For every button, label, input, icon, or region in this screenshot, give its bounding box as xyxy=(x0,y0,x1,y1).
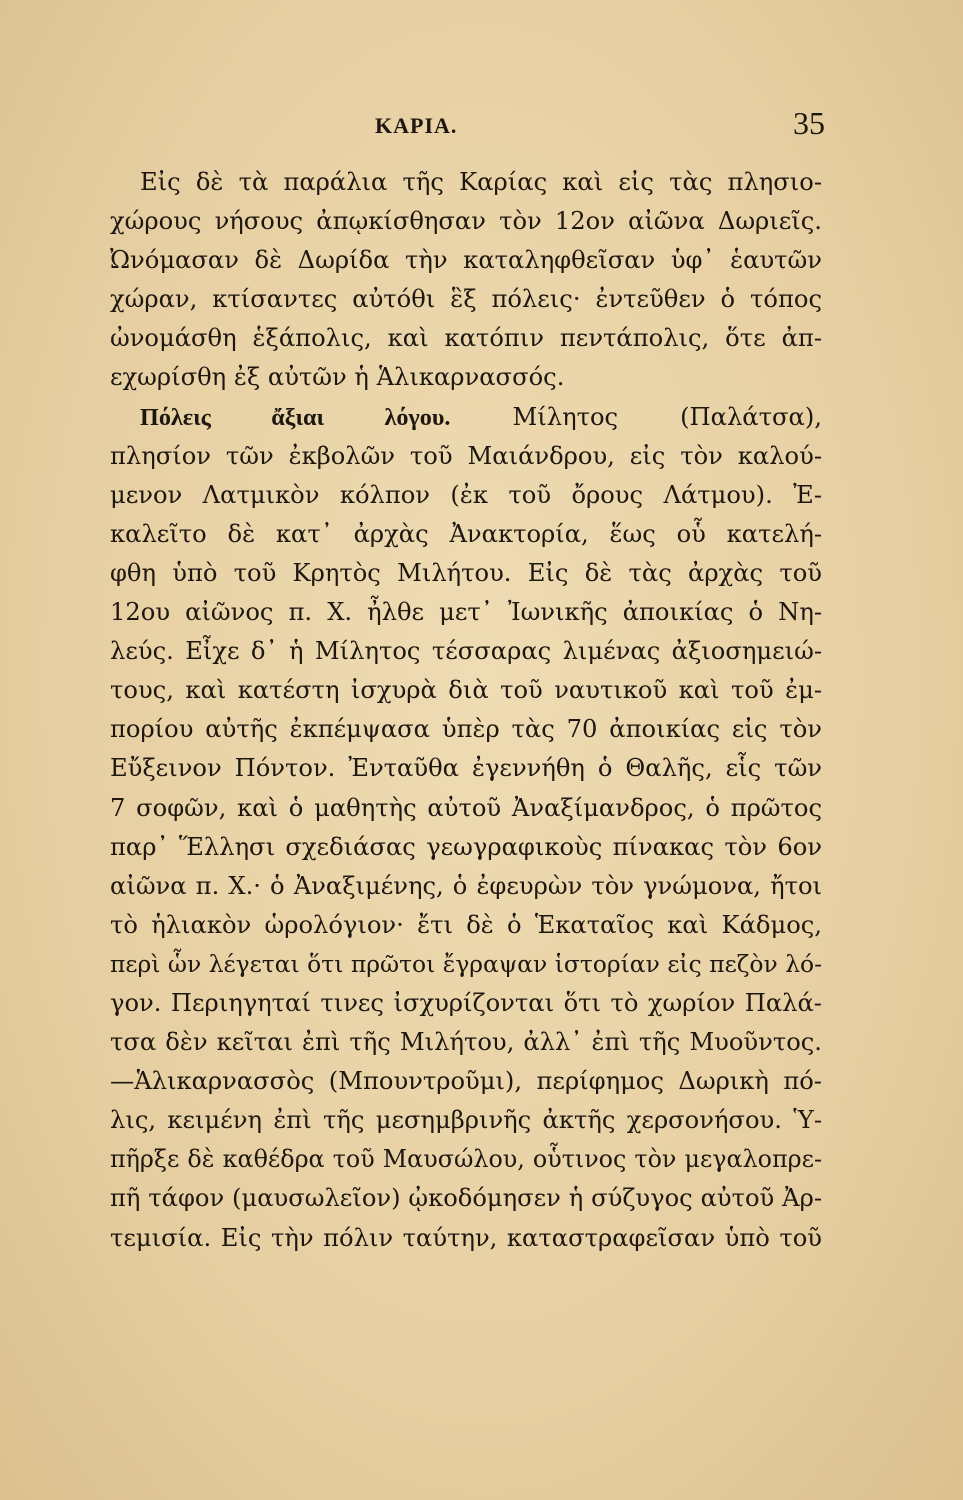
text-line: πῆρξε δὲ καθέδρα τοῦ Μαυσώλου, οὗτινος τὸν μεγαλοπρε- xyxy=(110,1145,822,1174)
page-header xyxy=(110,105,825,145)
text-line: 12ου αἰῶνος π. Χ. ἦλθε μετ᾽ Ἰωνικῆς ἀποικίας ὁ Νη- xyxy=(110,598,822,627)
text-line: τους, καὶ κατέστη ἰσχυρὰ διὰ τοῦ ναυτικοῦ καὶ τοῦ ἐμ- xyxy=(110,676,822,705)
text-line: Εὔξεινον Πόντον. Ἐνταῦθα ἐγεννήθη ὁ Θαλῆς, εἷς τῶν xyxy=(110,754,822,783)
text-line: περὶ ὧν λέγεται ὅτι πρῶτοι ἔγραψαν ἱστορίαν εἰς πεζὸν λό- xyxy=(110,949,822,978)
text-line: μενον Λατμικὸν κόλπον (ἐκ τοῦ ὄρους Λάτμου). Ἐ- xyxy=(110,480,822,509)
text-line: παρ᾽ Ἕλλησι σχεδιάσας γεωγραφικοὺς πίνακας τὸν 6ον xyxy=(110,832,822,861)
text-line: χώρους νήσους ἀπῳκίσθησαν τὸν 12ον αἰῶνα Δωριεῖς. xyxy=(110,207,822,236)
text-line: πορίου αὐτῆς ἐκπέμψασα ὑπὲρ τὰς 70 ἀποικίας εἰς τὸν xyxy=(110,715,822,744)
text-line: φθη ὑπὸ τοῦ Κρητὸς Μιλήτου. Εἰς δὲ τὰς ἀρχὰς τοῦ xyxy=(110,558,822,587)
page-number: 35 xyxy=(793,105,825,141)
running-title: ΚΑΡΙΑ. xyxy=(375,113,458,138)
text-line: καλεῖτο δὲ κατ᾽ ἀρχὰς Ἀνακτορία, ἕως οὗ κατελή- xyxy=(110,519,822,548)
body-text xyxy=(110,163,822,1258)
text-line: ὠνομάσθη ἑξάπολις, καὶ κατόπιν πεντάπολις, ὅτε ἀπ- xyxy=(110,324,822,353)
text-line: πλησίον τῶν ἐκβολῶν τοῦ Μαιάνδρου, εἰς τὸν καλού- xyxy=(110,441,822,470)
text-line-sidehead xyxy=(110,398,822,437)
text-line: πῆ τάφον (μαυσωλεῖον) ᾠκοδόμησεν ἡ σύζυγος αὐτοῦ Ἀρ- xyxy=(110,1184,822,1213)
text-line: γον. Περιηγηταί τινες ἰσχυρίζονται ὅτι τὸ χωρίον Παλά- xyxy=(110,988,822,1017)
text-line: χώραν, κτίσαντες αὐτόθι ἓξ πόλεις· ἐντεῦθεν ὁ τόπος xyxy=(110,285,822,314)
text-line: —Ἁλικαρνασσὸς (Μπουντροῦμι), περίφημος Δωρικὴ πό- xyxy=(110,1067,822,1096)
text-line: εχωρίσθη ἐξ αὐτῶν ἡ Ἁλικαρνασσός. xyxy=(110,363,565,392)
text-line: Ὠνόμασαν δὲ Δωρίδα τὴν καταληφθεῖσαν ὑφ᾽ ἑαυτῶν xyxy=(110,246,822,275)
text-line: αἰῶνα π. Χ.· ὁ Ἀναξιμένης, ὁ ἐφευρὼν τὸν γνώμονα, ἤτοι xyxy=(110,871,822,900)
text-line: τὸ ἡλιακὸν ὡρολόγιον· ἔτι δὲ ὁ Ἑκαταῖος καὶ Κάδμος, xyxy=(110,910,822,939)
text-line: τεμισία. Εἰς τὴν πόλιν ταύτην, καταστραφεῖσαν ὑπὸ τοῦ xyxy=(110,1223,822,1252)
text-line: Εἰς δὲ τὰ παράλια τῆς Καρίας καὶ εἰς τὰς πλησιο- xyxy=(140,168,822,196)
section-sidehead: Πόλεις ἄξιαι λόγου. xyxy=(140,403,451,431)
text-line: λις, κειμένη ἐπὶ τῆς μεσημβρινῆς ἀκτῆς χερσονήσου. Ὑ- xyxy=(110,1106,822,1135)
text-line: 7 σοφῶν, καὶ ὁ μαθητὴς αὐτοῦ Ἀναξίμανδρος, ὁ πρῶτος xyxy=(110,793,822,822)
text-line: τσα δὲν κεῖται ἐπὶ τῆς Μιλήτου, ἀλλ᾽ ἐπὶ τῆς Μυοῦντος. xyxy=(110,1028,822,1057)
text-line: λεύς. Εἶχε δ᾽ ἡ Μίλητος τέσσαρας λιμένας ἀξιοσημειώ- xyxy=(110,637,822,666)
sidehead-continuation: Μίλητος (Παλάτσα), xyxy=(450,402,822,431)
